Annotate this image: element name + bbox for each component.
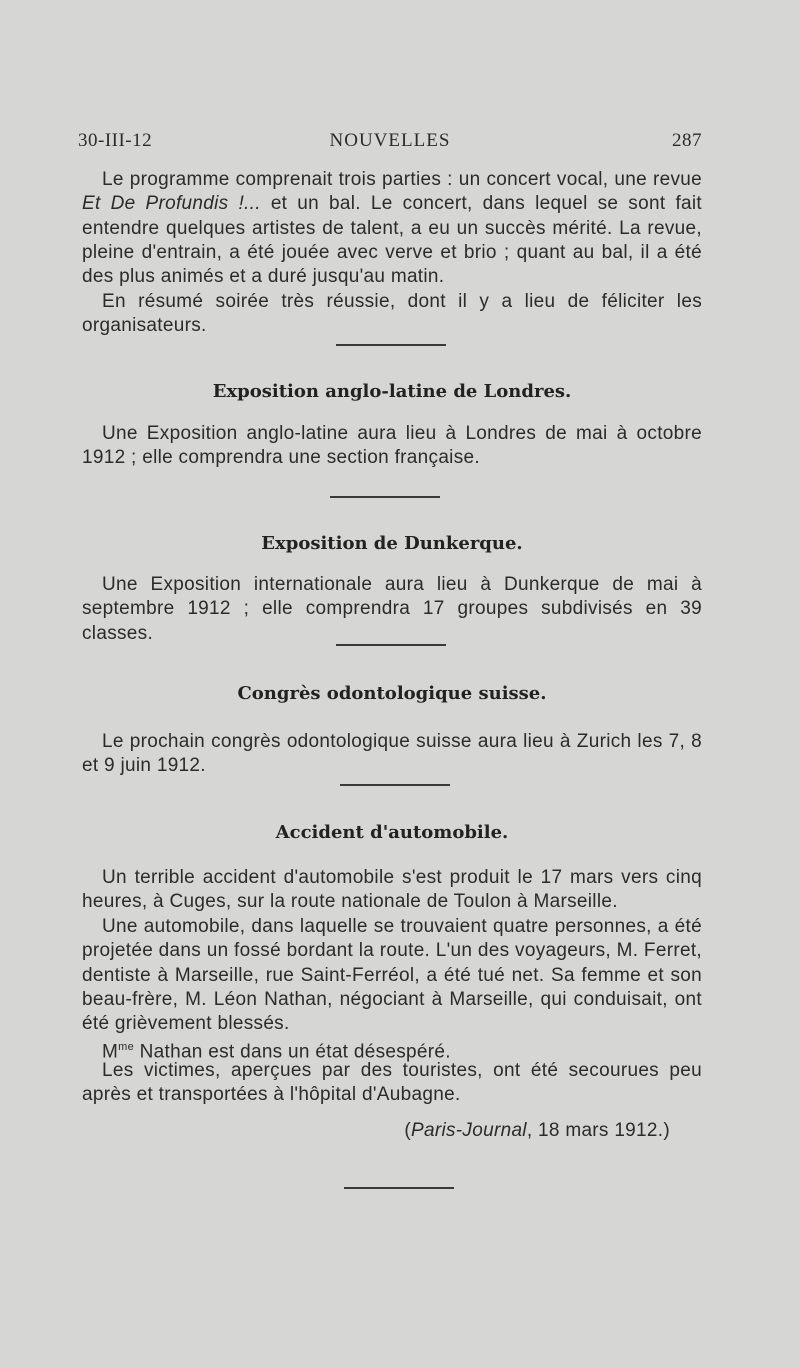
accident-paragraph-4: Les victimes, aperçues par des touristes, ont été secourues peu après et transportées à l'hôpital d'Aubagne. bbox=[82, 1060, 702, 1106]
revue-title: Et De Profundis !... bbox=[82, 193, 261, 215]
title-abbrev: M bbox=[102, 1041, 119, 1063]
end-divider bbox=[344, 1187, 454, 1189]
section-title-dunkerque: Exposition de Dunkerque. bbox=[261, 533, 523, 554]
section-text-dunkerque: Une Exposition internationale aura lieu à Dunkerque de mai à septembre 1912 ; elle comprendra 17 groupes subdivisés en 39 classes. bbox=[82, 574, 702, 644]
section-divider bbox=[330, 496, 440, 498]
intro-paragraph-2: En résumé soirée très réussie, dont il y a lieu de féliciter les organisateurs. bbox=[82, 291, 702, 337]
intro-paragraph-1 bbox=[82, 168, 702, 289]
section-divider bbox=[340, 784, 450, 786]
source-date: , 18 mars 1912.) bbox=[526, 1120, 670, 1141]
accident-p3-text: Nathan est dans un état désespéré. bbox=[134, 1041, 451, 1063]
header-date: 30-III-12 bbox=[78, 130, 153, 151]
header-section-title: NOUVELLES bbox=[329, 130, 451, 151]
section-divider bbox=[336, 644, 446, 646]
section-text-congres: Le prochain congrès odontologique suisse aura lieu à Zurich les 7, 8 et 9 juin 1912. bbox=[82, 731, 702, 777]
accident-paragraph-1: Un terrible accident d'automobile s'est produit le 17 mars vers cinq heures, à Cuges, sur la route nationale de Toulon à Marseille. bbox=[82, 867, 702, 913]
section-title-accident: Accident d'automobile. bbox=[275, 822, 509, 843]
section-title-londres: Exposition anglo-latine de Londres. bbox=[212, 381, 572, 402]
source-citation bbox=[82, 1120, 670, 1142]
section-divider bbox=[336, 344, 446, 346]
title-abbrev-sup: me bbox=[118, 1041, 135, 1053]
section-text-londres: Une Exposition anglo-latine aura lieu à Londres de mai à octobre 1912 ; elle comprendra une section française. bbox=[82, 423, 702, 469]
source-paren: ( bbox=[404, 1120, 411, 1141]
page-number: 287 bbox=[672, 130, 702, 151]
section-title-congres: Congrès odontologique suisse. bbox=[237, 683, 547, 704]
intro-text-a: Le programme comprenait trois parties : un concert vocal, une revue bbox=[102, 169, 702, 190]
source-journal: Paris-Journal bbox=[411, 1120, 527, 1141]
accident-paragraph-2: Une automobile, dans laquelle se trouvaient quatre personnes, a été projetée dans un fossé bordant la route. L'un des voyageurs, M. Ferret, dentiste à Marseille, rue Saint-Ferréol, a été tué net. Sa femme et son beau-frère, M. Léon Nathan, négociant à Marseille, qui conduisait, ont été grièvement blessés. bbox=[82, 916, 702, 1035]
running-header bbox=[78, 130, 702, 156]
intro-text-b: et un bal. Le concert, dans lequel se sont fait entendre quelques artistes de talent, a eu un succès mérité. La revue, pleine d'entrain, a été jouée avec verve et brio ; quant au bal, il a été des plus animés et a duré jusqu'au matin. bbox=[82, 193, 702, 288]
